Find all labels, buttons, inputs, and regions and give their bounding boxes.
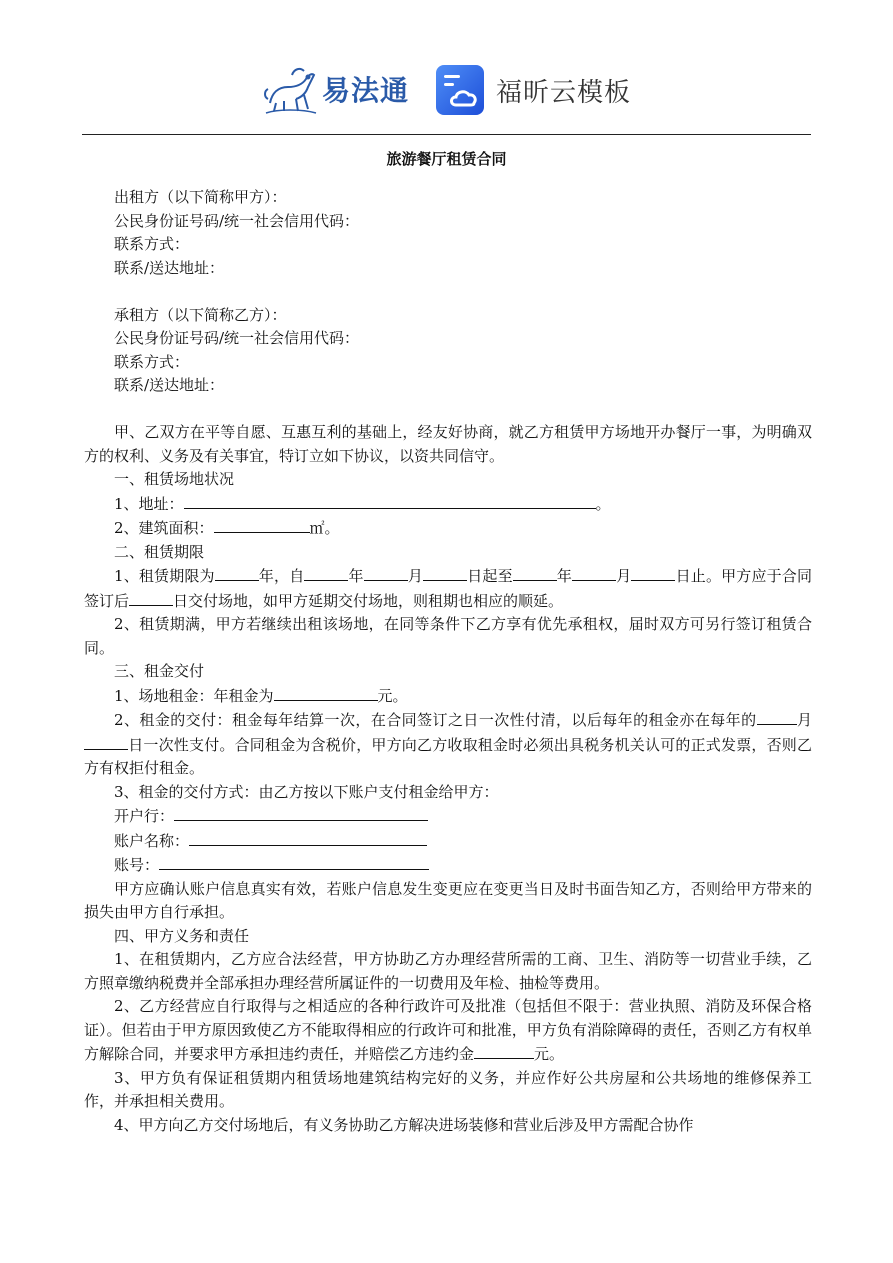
term-years-blank[interactable] xyxy=(215,564,259,581)
start-month-blank[interactable] xyxy=(364,564,408,581)
text: 月 xyxy=(616,567,632,585)
blank-line xyxy=(84,280,812,304)
text: 2、乙方经营应自行取得与之相适应的各种行政许可及批准（包括但不限于：营业执照、消防及环保合格证）。但若由于甲方原因致使乙方不能取得相应的行政许可和批准，甲方负有消除障碍的责任，否则乙方有权单方解除合同，并要求甲方承担违约责任，并赔偿乙方违约金 xyxy=(84,997,812,1063)
section-3-title: 三、租金交付 xyxy=(114,662,205,680)
clause-4-4: 4、甲方向乙方交付场地后，有义务协助乙方解决进场装修和营业后涉及甲方需配合协作 xyxy=(114,1115,694,1134)
clause-3-1 xyxy=(84,684,812,709)
clause-3-3: 3、租金的交付方式：由乙方按以下账户支付租金给甲方： xyxy=(114,782,499,801)
text: 年，自 xyxy=(258,567,305,585)
account-name-blank[interactable] xyxy=(189,829,427,846)
text: 月 xyxy=(407,567,424,585)
lessor-address: 联系/送达地址： xyxy=(114,258,225,277)
account-no-blank[interactable] xyxy=(159,853,429,870)
preamble: 甲、乙双方在平等自愿、互惠互利的基础上，经友好协商，就乙方租赁甲方场地开办餐厅一事，为明确双方的权利、义务及有关事宜，特订立如下协议，以资共同信守。 xyxy=(84,423,812,465)
account-name-label: 账户名称： xyxy=(114,831,190,850)
qilin-icon xyxy=(262,63,318,115)
fuxin-logo xyxy=(436,64,631,116)
section-4-title: 四、甲方义务和责任 xyxy=(114,926,250,945)
account-name-line xyxy=(84,829,812,854)
text: 1、场地租金：年租金为 xyxy=(114,686,274,705)
penalty-blank[interactable] xyxy=(474,1042,534,1059)
area-unit: ㎡。 xyxy=(309,519,340,537)
area-label: 2、建筑面积： xyxy=(114,519,214,537)
header-divider xyxy=(82,134,811,135)
lessee-label: 承租方（以下简称乙方）： xyxy=(114,305,287,324)
clause-1-2 xyxy=(84,516,812,541)
punct: 。 xyxy=(595,494,611,513)
yifatong-logo xyxy=(262,58,412,120)
lessor-id: 公民身份证号码/统一社会信用代码： xyxy=(114,211,360,230)
clause-3-note: 甲方应确认账户信息真实有效，若账户信息发生变更应在变更当日及时书面告知乙方，否则给甲方带来的损失由甲方自行承担。 xyxy=(84,879,812,921)
section-1-title: 一、租赁场地状况 xyxy=(114,470,235,488)
end-month-blank[interactable] xyxy=(572,564,616,581)
logo2-text: 福昕云模板 xyxy=(496,77,632,108)
clause-3-2 xyxy=(84,708,812,781)
lessor-label: 出租方（以下简称甲方）： xyxy=(114,188,287,206)
text: 年 xyxy=(348,567,364,585)
text: 日交付场地，如甲方延期交付场地，则租期也相应的顺延。 xyxy=(173,591,564,610)
clause-4-2 xyxy=(84,995,812,1067)
pay-month-blank[interactable] xyxy=(757,708,797,725)
account-no-label: 账号： xyxy=(114,856,160,874)
address-label: 1、地址： xyxy=(114,494,184,513)
clause-4-1: 1、在租赁期内，乙方应合法经营，甲方协助乙方办理经营所需的工商、卫生、消防等一切营业手续，乙方照章缴纳税费并全部承担办理经营所属证件的一切费用及年检、抽检等费用。 xyxy=(84,950,812,992)
clause-2-1 xyxy=(84,564,812,613)
text: 元。 xyxy=(534,1045,565,1063)
start-day-blank[interactable] xyxy=(423,564,467,581)
account-no-line xyxy=(84,853,812,878)
text: 1、租赁期限为 xyxy=(114,567,215,585)
text: 日止。甲方应于合同签订后 xyxy=(84,567,812,610)
lessee-address: 联系/送达地址： xyxy=(114,376,225,394)
address-blank[interactable] xyxy=(184,492,596,509)
clause-4-3: 3、甲方负有保证租赁期内租赁场地建筑结构完好的义务，并应作好公共房屋和公共场地的维修保养工作，并承担相关费用。 xyxy=(84,1068,812,1110)
bank-label: 开户行： xyxy=(114,807,175,825)
area-blank[interactable] xyxy=(214,516,310,533)
section-2-title: 二、租赁期限 xyxy=(114,542,205,561)
bank-blank[interactable] xyxy=(174,804,428,821)
document-title: 旅游餐厅租赁合同 xyxy=(386,150,507,168)
annual-rent-blank[interactable] xyxy=(274,684,378,701)
cloud-document-icon xyxy=(436,65,484,115)
text: 年 xyxy=(556,567,573,585)
document-body xyxy=(84,186,812,1137)
clause-2-2: 2、租赁期满，甲方若继续出租该场地，在同等条件下乙方享有优先承租权，届时双方可另行签订租赁合同。 xyxy=(84,615,812,657)
start-year-blank[interactable] xyxy=(304,564,348,581)
text: 月 xyxy=(796,711,812,729)
lessee-id: 公民身份证号码/统一社会信用代码： xyxy=(114,329,360,347)
clause-1-1 xyxy=(84,492,812,517)
text: 2、租金的交付：租金每年结算一次，在合同签订之日一次性付清，以后每年的租金亦在每年的 xyxy=(114,711,757,729)
header xyxy=(0,58,893,128)
end-year-blank[interactable] xyxy=(513,564,557,581)
text: 元。 xyxy=(377,686,408,705)
blank-line xyxy=(84,398,812,422)
pay-day-blank[interactable] xyxy=(84,733,128,750)
text: 日一次性支付。合同租金为含税价，甲方向乙方收取租金时必须出具税务机关认可的正式发票，否则乙方有权拒付租金。 xyxy=(84,735,812,777)
delivery-days-blank[interactable] xyxy=(129,589,173,606)
bank-line xyxy=(84,804,812,829)
end-day-blank[interactable] xyxy=(631,564,675,581)
lessee-contact: 联系方式： xyxy=(114,352,190,371)
logo1-text: 易法通 xyxy=(322,74,410,107)
lessor-contact: 联系方式： xyxy=(114,235,190,253)
text: 日起至 xyxy=(467,567,513,585)
